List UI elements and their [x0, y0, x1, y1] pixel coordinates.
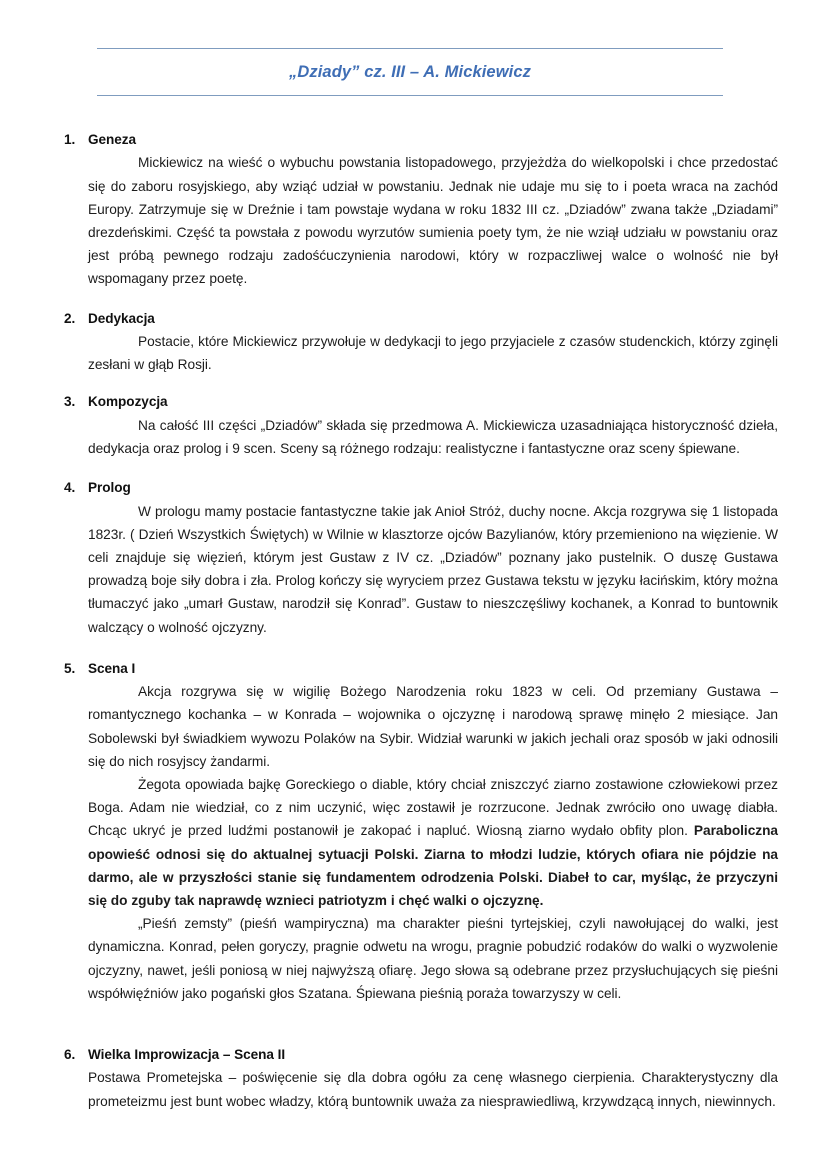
document-body	[0, 130, 828, 1113]
section-4	[0, 478, 828, 639]
section-2	[0, 309, 828, 377]
section-heading-label: Wielka Improwizacja – Scena II	[88, 1047, 286, 1063]
section-number: 1.	[64, 132, 76, 147]
section-heading-label: Scena I	[88, 660, 136, 676]
body-text: Na całość III części „Dziadów” składa się przedmowa A. Mickiewicza uzasadniająca historyczność dzieła, dedykacja oraz prolog i 9 scen. Sceny są różnego rodzaju: realistyczne i fantastyczne oraz sceny śpiewane.	[88, 417, 778, 456]
section-heading	[64, 1045, 778, 1065]
title-rule-bottom	[97, 95, 723, 96]
section-heading	[64, 659, 778, 679]
section-number: 5.	[64, 660, 76, 676]
body-text: „Pieśń zemsty” (pieśń wampiryczna) ma charakter pieśni tyrtejskiej, czyli nawołującej do walki, jest dynamiczna. Konrad, pełen goryczy, pragnie odwetu na wrogu, pragnie pobudzić rodaków do walki o wyzwolenie ojczyzny, nawet, jeśli poniosą w niej najwyższą ofiarę. Jego słowa są odebrane przez przysłuchujących się pieśni współwięźniów jako pogański głos Szatana. Śpiewana pieśnią poraża towarzyszy w celi.	[88, 916, 778, 1001]
section-heading	[64, 478, 778, 498]
body-text: Mickiewicz na wieść o wybuchu powstania listopadowego, przyjeżdża do wielkopolski i chce przedostać się do zaboru rosyjskiego, aby wziąć udział w powstaniu. Jednak nie udaje mu się to i poeta wraca na zachód Europy. Zatrzymuje się w Dreźnie i tam powstaje wydana w roku 1832 III cz. „Dziadów” zwana także „Dziadami” drezdeńskimi. Część ta powstała z powodu wyrzutów sumienia poety tym, że nie wziął udziału w powstaniu oraz jest próbą pewnego rodzaju zadośćuczynienia narodowi, który w rozpaczliwej walce o wolność nie był wspomagany przez poetę.	[88, 155, 778, 287]
section-paragraph	[88, 680, 778, 773]
section-paragraph	[88, 330, 778, 376]
section-heading-label: Dedykacja	[88, 310, 155, 326]
section-spacer	[0, 376, 828, 392]
document-title-block	[97, 48, 723, 96]
section-heading	[64, 130, 778, 150]
page-title: „Dziady” cz. III – A. Mickiewicz	[289, 63, 531, 81]
body-text: Postacie, które Mickiewicz przywołuje w dedykacji to jego przyjaciele z czasów studenckich, którzy zginęli zesłani w głąb Rosji.	[88, 334, 778, 373]
section-paragraph	[88, 414, 778, 460]
section-heading-label: Geneza	[88, 132, 137, 147]
section-heading	[64, 309, 778, 329]
section-number: 2.	[64, 310, 76, 326]
body-text: W prologu mamy postacie fantastyczne takie jak Anioł Stróż, duchy nocne. Akcja rozgrywa się 1 listopada 1823r. ( Dzień Wszystkich Świętych) w Wilnie w klasztorze ojców Bazylianów, który przemieniono na więzienie. W celi znajduje się więzień, którym jest Gustaw z IV cz. „Dziadów” poznany jako pustelnik. O duszę Gustawa prowadzą boje siły dobra i zła. Prolog kończy się wyryciem przez Gustawa tekstu w języku łacińskim, który można tłumaczyć jako „umarł Gustaw, narodził się Konrad”. Gustaw to nieszczęśliwy kochanek, a Konrad to buntownik walczący o wolność ojczyzny.	[88, 503, 778, 635]
section-spacer	[0, 1005, 828, 1045]
section-heading-label: Prolog	[88, 480, 131, 496]
section-number: 6.	[64, 1047, 76, 1063]
body-text: Żegota opowiada bajkę Goreckiego o diable, który chciał zniszczyć ziarno zostawione człowiekowi przez Boga. Adam nie wiedział, co z nim uczynić, więc zostawił je rozrzucone. Jednak zwróciło ono uwagę diabła. Chcąc ukryć je przed ludźmi postanowił je zakopać i napluć. Wiosną ziarno wydało obfity plon.	[88, 777, 778, 839]
section-paragraph	[88, 151, 778, 290]
section-spacer	[0, 639, 828, 659]
section-heading-label: Kompozycja	[88, 394, 168, 410]
section-paragraph	[88, 912, 778, 1005]
section-paragraph	[88, 500, 778, 639]
body-text: Akcja rozgrywa się w wigilię Bożego Narodzenia roku 1823 w celi. Od przemiany Gustawa – romantycznego kochanka – w Konrada – wojownika o ojczyznę i narodową sprawę minęło 2 miesiące. Jan Sobolewski był świadkiem wywozu Polaków na Sybir. Widział warunki w jakich jechali oraz sposób w jaki odnosili się do nich rosyjscy żandarmi.	[88, 684, 778, 769]
section-heading	[64, 392, 778, 412]
emphasis-text: Paraboliczna opowieść odnosi się do aktualnej sytuacji Polski. Ziarna to młodzi ludzie, których ofiara nie pójdzie na darmo, ale w przyszłości stanie się fundamentem odrodzenia Polski. Diabeł to car, myśląc, że przyczyni się do zguby tak naprawdę wznieci patriotyzm i chęć walki o ojczyznę.	[88, 823, 778, 909]
section-6	[0, 1045, 828, 1113]
section-spacer	[0, 291, 828, 309]
section-number: 4.	[64, 480, 76, 496]
section-5	[0, 659, 828, 1005]
section-paragraph	[88, 773, 778, 912]
section-paragraph	[88, 1066, 778, 1112]
body-text: Postawa Prometejska – poświęcenie się dla dobra ogółu za cenę własnego cierpienia. Charakterystyczny dla prometeizmu jest bunt wobec władzy, którą buntownik uważa za niesprawiedliwą, krzywdzącą innych, niewinnych.	[88, 1070, 778, 1109]
section-3	[0, 392, 828, 460]
section-spacer	[0, 460, 828, 478]
section-1	[0, 130, 828, 291]
section-number: 3.	[64, 394, 76, 410]
